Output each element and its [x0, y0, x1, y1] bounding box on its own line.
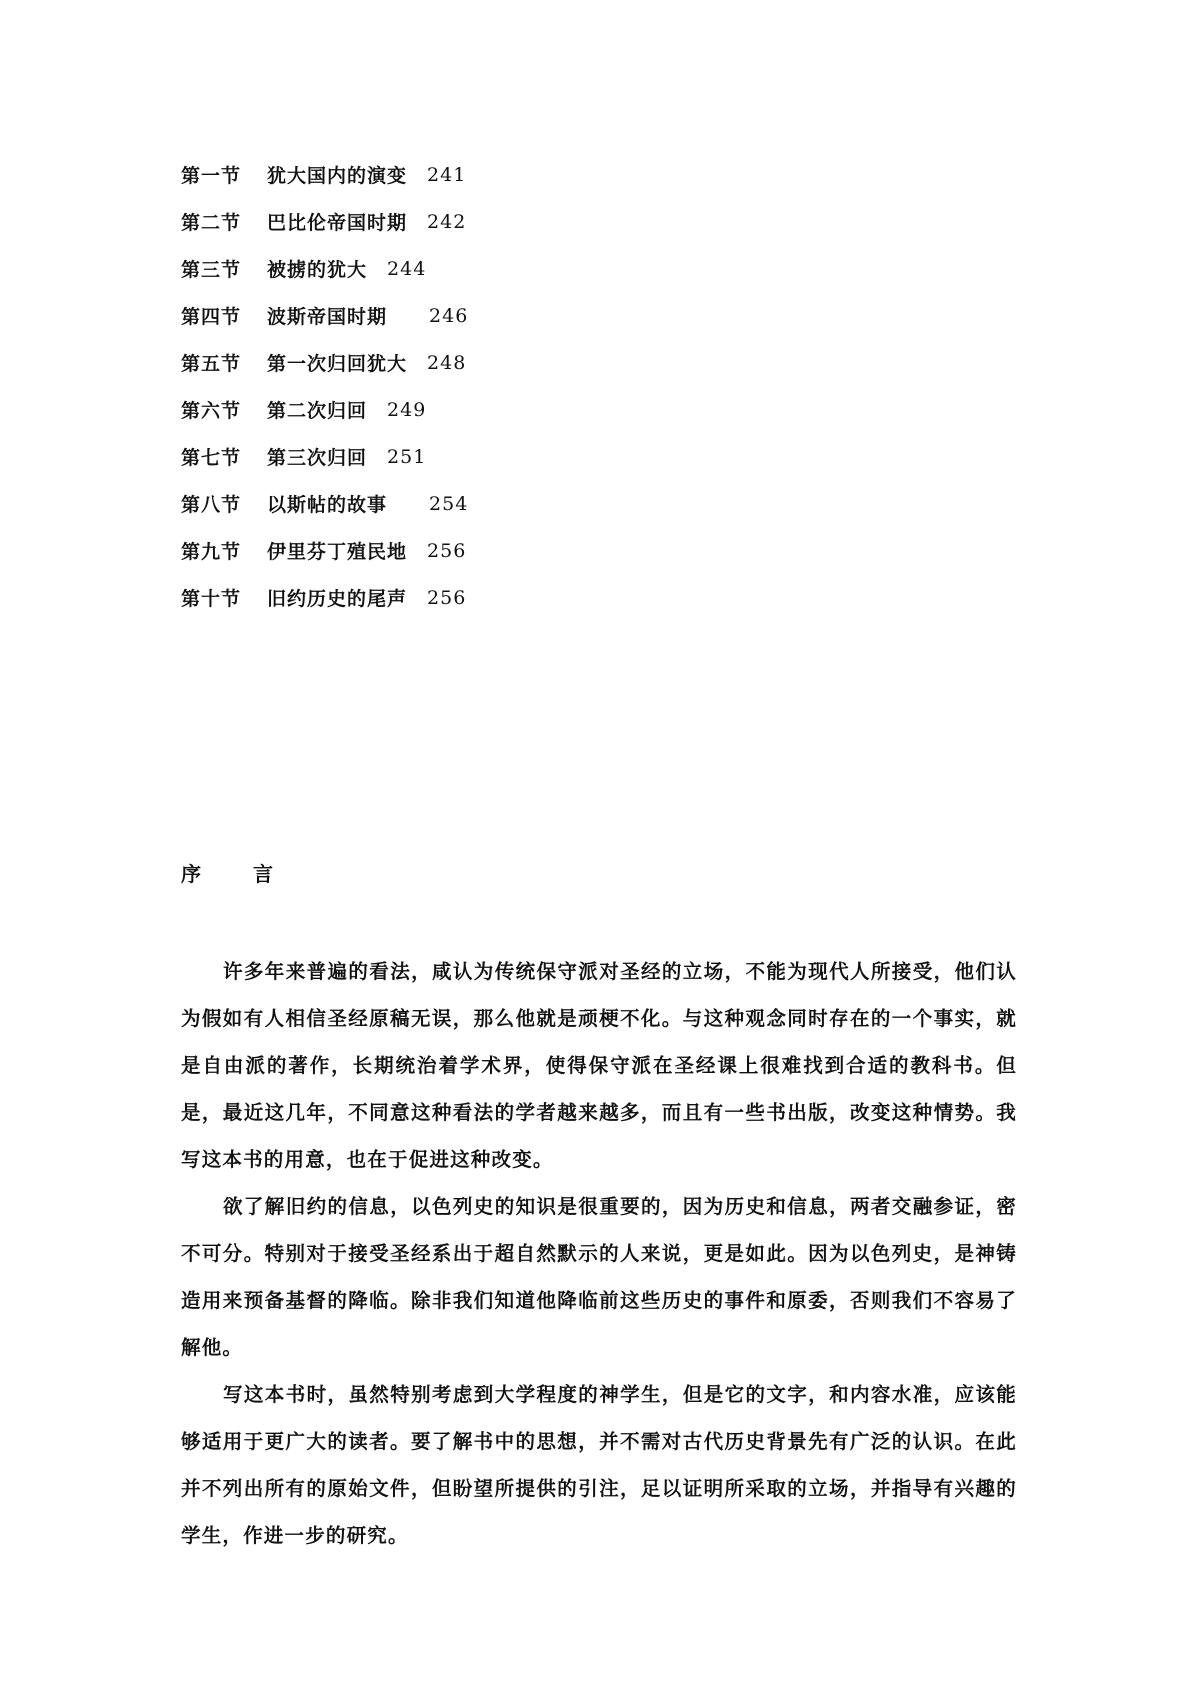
toc-section-number: 第一节 [181, 165, 242, 187]
toc-section-title: 犹大国内的演变 [267, 165, 408, 187]
toc-section-number: 第四节 [181, 306, 242, 328]
preface-heading: 序言 [181, 862, 325, 886]
toc-section-number: 第六节 [181, 400, 242, 422]
toc-section-title: 以斯帖的故事 [267, 494, 388, 516]
toc-section-number: 第七节 [181, 447, 242, 469]
toc-entry [181, 292, 781, 339]
toc-section-number: 第十节 [181, 588, 242, 610]
toc-entry [181, 151, 781, 198]
toc-entry [181, 245, 781, 292]
preface-paragraph: 许多年来普遍的看法，咸认为传统保守派对圣经的立场，不能为现代人所接受，他们认为假如有人相信圣经原稿无误，那么他就是顽梗不化。与这种观念同时存在的一个事实，就是自由派的著作，长期统治着学术界，使得保守派在圣经课上很难找到合适的教科书。但是，最近这几年，不同意这种看法的学者越来越多，而且有一些书出版，改变这种情势。我写这本书的用意，也在于促进这种改变。 [181, 960, 1017, 1171]
toc-section-number: 第九节 [181, 541, 242, 563]
toc-section-title: 巴比伦帝国时期 [267, 212, 408, 234]
toc-page-number: 254 [429, 492, 469, 515]
toc-section-title: 伊里芬丁殖民地 [267, 541, 408, 563]
toc-entry [181, 386, 781, 433]
toc-section-title: 第一次归回犹大 [267, 353, 408, 375]
toc-page-number: 251 [387, 445, 427, 468]
toc-page-number: 248 [427, 351, 467, 374]
toc-entry [181, 480, 781, 527]
toc-section-number: 第二节 [181, 212, 242, 234]
toc-page-number: 256 [427, 586, 467, 609]
toc-section-number: 第八节 [181, 494, 242, 516]
toc-page-number: 246 [429, 304, 469, 327]
toc-section-number: 第五节 [181, 353, 242, 375]
toc-section-title: 第二次归回 [267, 400, 368, 422]
toc-section-title: 第三次归回 [267, 447, 368, 469]
preface-paragraph: 写这本书时，虽然特别考虑到大学程度的神学生，但是它的文字，和内容水准，应该能够适用于更广大的读者。要了解书中的思想，并不需对古代历史背景先有广泛的认识。在此并不列出所有的原始文件，但盼望所提供的引注，足以证明所采取的立场，并指导有兴趣的学生，作进一步的研究。 [181, 1383, 1017, 1547]
toc-page-number: 256 [427, 539, 467, 562]
toc-entry [181, 574, 781, 621]
toc-entry [181, 527, 781, 574]
toc-page-number: 249 [387, 398, 427, 421]
toc-entry [181, 339, 781, 386]
toc-section-title: 波斯帝国时期 [267, 306, 388, 328]
toc-page-number: 241 [427, 163, 467, 186]
preface-body [181, 948, 1017, 1559]
preface-paragraph: 欲了解旧约的信息，以色列史的知识是很重要的，因为历史和信息，两者交融参证，密不可分。特别对于接受圣经系出于超自然默示的人来说，更是如此。因为以色列史，是神铸造用来预备基督的降临。除非我们知道他降临前这些历史的事件和原委，否则我们不容易了解他。 [181, 1195, 1017, 1359]
toc-entry [181, 198, 781, 245]
table-of-contents [181, 151, 781, 621]
toc-section-title: 旧约历史的尾声 [267, 588, 408, 610]
toc-page-number: 244 [387, 257, 427, 280]
toc-page-number: 242 [427, 210, 467, 233]
toc-entry [181, 433, 781, 480]
toc-section-number: 第三节 [181, 259, 242, 281]
toc-section-title: 被掳的犹大 [267, 259, 368, 281]
